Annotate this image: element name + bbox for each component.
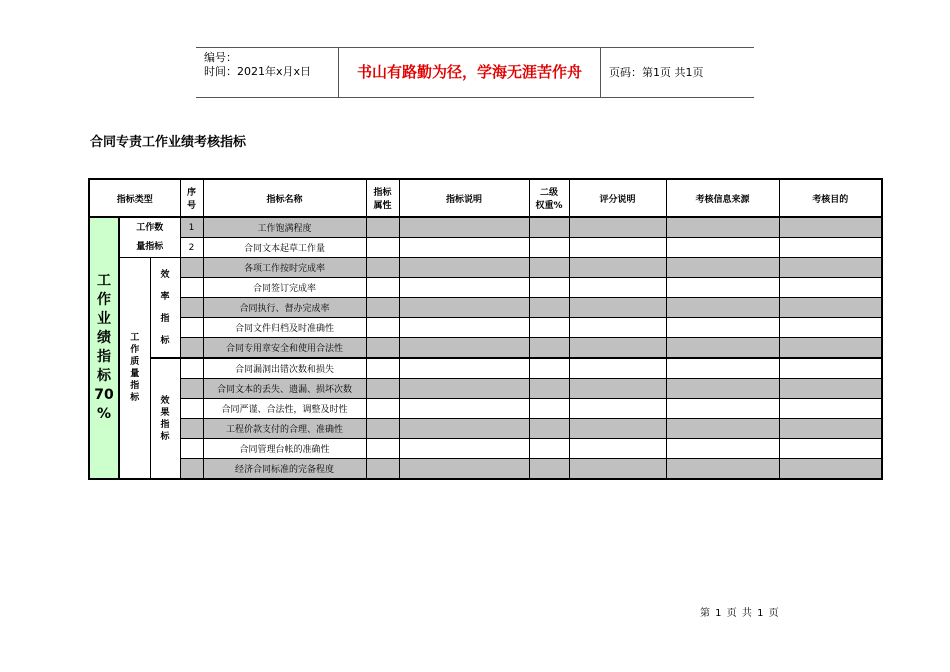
empty-cell (399, 358, 529, 379)
empty-cell (779, 238, 882, 258)
empty-cell (399, 278, 529, 298)
empty-cell (529, 258, 569, 278)
col-score: 评分说明 (569, 179, 666, 217)
row-seq (180, 358, 203, 379)
empty-cell (569, 217, 666, 238)
empty-cell (366, 358, 399, 379)
empty-cell (569, 238, 666, 258)
empty-cell (569, 278, 666, 298)
table-row (89, 459, 882, 480)
row-seq (180, 459, 203, 480)
table-row (89, 439, 882, 459)
empty-cell (366, 459, 399, 480)
table.cat_effect-char: 标 (160, 431, 170, 442)
empty-cell (529, 278, 569, 298)
category-effect (150, 358, 180, 479)
table-row (89, 399, 882, 419)
table-row (89, 379, 882, 399)
empty-cell (399, 217, 529, 238)
category-main-char: 70 (94, 387, 114, 403)
empty-cell (779, 439, 882, 459)
empty-cell (666, 399, 779, 419)
table.cat_efficiency-char: 标 (160, 335, 170, 346)
header-row (89, 179, 882, 217)
row-seq: 1 (180, 217, 203, 238)
empty-cell (399, 318, 529, 338)
kpi-table (88, 178, 883, 480)
empty-cell (666, 358, 779, 379)
row-name: 合同严谨、合法性，调整及时性 (203, 399, 366, 419)
empty-cell (366, 238, 399, 258)
empty-cell (779, 399, 882, 419)
table-row (89, 217, 882, 238)
col-purpose: 考核目的 (779, 179, 882, 217)
category-main-char: 作 (97, 292, 111, 308)
category-quality (119, 258, 150, 480)
col-attr: 指标 属性 (366, 179, 399, 217)
category-main-char: % (96, 406, 112, 422)
table-row (89, 318, 882, 338)
empty-cell (779, 358, 882, 379)
row-name: 经济合同标准的完备程度 (203, 459, 366, 480)
table.cat_quality-char: 指 (130, 381, 140, 391)
empty-cell (529, 419, 569, 439)
page-title: 合同专责工作业绩考核指标 (90, 135, 247, 150)
empty-cell (569, 419, 666, 439)
table.cat_quality-char: 量 (130, 369, 140, 379)
row-name: 合同文件归档及时准确性 (203, 318, 366, 338)
empty-cell (569, 459, 666, 480)
row-seq (180, 419, 203, 439)
row-seq (180, 338, 203, 359)
empty-cell (569, 439, 666, 459)
empty-cell (666, 338, 779, 359)
table-row (89, 278, 882, 298)
document-header (196, 47, 754, 98)
row-name: 合同漏洞出错次数和损失 (203, 358, 366, 379)
empty-cell (529, 238, 569, 258)
empty-cell (666, 419, 779, 439)
category-quantity-line: 工作数 (136, 222, 164, 233)
table.cat_quality-char: 标 (130, 393, 140, 403)
category-quantity (119, 217, 180, 258)
empty-cell (666, 217, 779, 238)
table.cat_efficiency-char: 率 (160, 291, 170, 302)
table.cat_quality-char: 质 (130, 357, 140, 367)
category-quantity-line: 量指标 (136, 241, 164, 252)
time-label: 时间：2021年x月x日 (204, 65, 312, 78)
table.cat_quality-char: 作 (130, 345, 140, 355)
header-motto: 书山有路勤为径，学海无涯苦作舟 (338, 48, 601, 97)
row-seq (180, 318, 203, 338)
empty-cell (399, 459, 529, 480)
empty-cell (366, 439, 399, 459)
empty-cell (366, 298, 399, 318)
empty-cell (529, 379, 569, 399)
empty-cell (666, 298, 779, 318)
table-row (89, 358, 882, 379)
empty-cell (366, 419, 399, 439)
empty-cell (399, 238, 529, 258)
empty-cell (569, 338, 666, 359)
empty-cell (399, 298, 529, 318)
empty-cell (779, 217, 882, 238)
table-row (89, 338, 882, 359)
empty-cell (666, 379, 779, 399)
category-main-char: 业 (97, 311, 111, 327)
table-row (89, 258, 882, 278)
empty-cell (779, 318, 882, 338)
empty-cell (529, 358, 569, 379)
empty-cell (366, 217, 399, 238)
empty-cell (366, 379, 399, 399)
empty-cell (366, 258, 399, 278)
code-label: 编号： (204, 51, 237, 64)
empty-cell (529, 298, 569, 318)
header-meta (196, 48, 338, 97)
empty-cell (399, 399, 529, 419)
empty-cell (399, 258, 529, 278)
table.cat_quality-char: 工 (130, 333, 140, 343)
col-name: 指标名称 (203, 179, 366, 217)
empty-cell (666, 278, 779, 298)
empty-cell (666, 439, 779, 459)
empty-cell (529, 439, 569, 459)
empty-cell (569, 399, 666, 419)
col-weight: 二级 权重% (529, 179, 569, 217)
col-seq: 序 号 (180, 179, 203, 217)
row-seq (180, 439, 203, 459)
row-seq (180, 298, 203, 318)
row-name: 合同文本起草工作量 (203, 238, 366, 258)
table.cat_effect-char: 效 (160, 395, 170, 406)
empty-cell (569, 318, 666, 338)
empty-cell (779, 459, 882, 480)
empty-cell (366, 338, 399, 359)
empty-cell (569, 298, 666, 318)
row-seq (180, 379, 203, 399)
row-name: 合同专用章安全和使用合法性 (203, 338, 366, 359)
table-row (89, 298, 882, 318)
empty-cell (779, 278, 882, 298)
empty-cell (366, 399, 399, 419)
row-name: 工作饱满程度 (203, 217, 366, 238)
empty-cell (666, 318, 779, 338)
category-main-char: 工 (97, 273, 111, 289)
col-type: 指标类型 (89, 179, 180, 217)
category-main-char: 绩 (97, 330, 111, 346)
empty-cell (399, 419, 529, 439)
empty-cell (666, 459, 779, 480)
empty-cell (569, 258, 666, 278)
row-name: 合同文本的丢失、遗漏、损坏次数 (203, 379, 366, 399)
empty-cell (399, 379, 529, 399)
table.cat_effect-char: 指 (160, 419, 170, 430)
empty-cell (399, 439, 529, 459)
empty-cell (779, 419, 882, 439)
row-name: 各项工作按时完成率 (203, 258, 366, 278)
empty-cell (569, 358, 666, 379)
row-name: 合同管理台帐的准确性 (203, 439, 366, 459)
col-source: 考核信息来源 (666, 179, 779, 217)
empty-cell (569, 379, 666, 399)
row-name: 合同执行、督办完成率 (203, 298, 366, 318)
page-footer: 第 1 页 共 1 页 (700, 608, 780, 619)
category-main-char: 标 (97, 368, 111, 384)
row-seq (180, 278, 203, 298)
empty-cell (529, 399, 569, 419)
empty-cell (779, 258, 882, 278)
empty-cell (666, 258, 779, 278)
empty-cell (529, 459, 569, 480)
empty-cell (779, 338, 882, 359)
row-name: 工程价款支付的合理、准确性 (203, 419, 366, 439)
empty-cell (366, 278, 399, 298)
category-efficiency (150, 258, 180, 359)
category-main (89, 217, 119, 479)
table-row (89, 238, 882, 258)
col-desc: 指标说明 (399, 179, 529, 217)
page-label: 页码：第1页 共1页 (609, 66, 704, 79)
row-seq (180, 258, 203, 278)
empty-cell (529, 338, 569, 359)
row-seq (180, 399, 203, 419)
table-row (89, 419, 882, 439)
empty-cell (529, 217, 569, 238)
table.cat_efficiency-char: 效 (160, 269, 170, 280)
category-main-char: 指 (97, 349, 111, 365)
row-name: 合同签订完成率 (203, 278, 366, 298)
empty-cell (529, 318, 569, 338)
empty-cell (366, 318, 399, 338)
empty-cell (779, 379, 882, 399)
table.cat_effect-char: 果 (160, 407, 170, 418)
empty-cell (779, 298, 882, 318)
table.cat_efficiency-char: 指 (160, 313, 170, 324)
row-seq: 2 (180, 238, 203, 258)
empty-cell (399, 338, 529, 359)
empty-cell (666, 238, 779, 258)
